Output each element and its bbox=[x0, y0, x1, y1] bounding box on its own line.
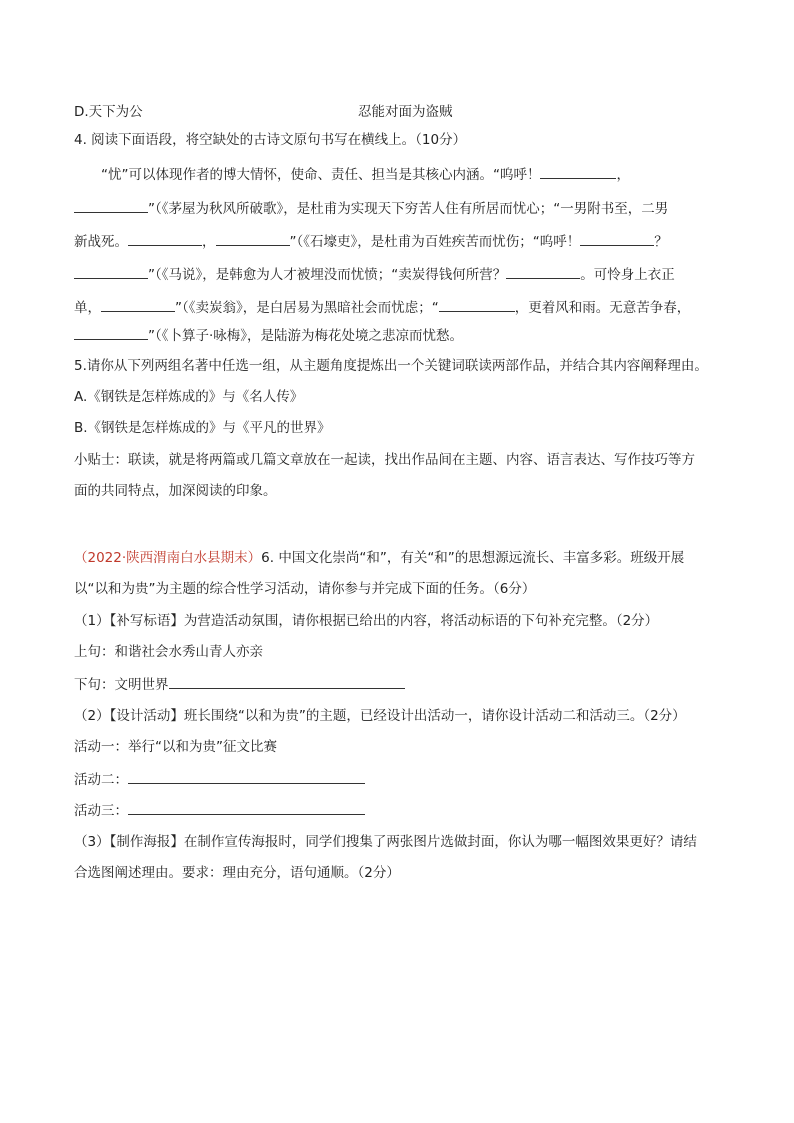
q6-task2: （2）【设计活动】班长围绕“以和为贵”的主题，已经设计出活动一，请你设计活动二和活动三。（2分） bbox=[74, 708, 686, 724]
q4-text: 新战死。 bbox=[74, 234, 128, 250]
q6-task1: （1）【补写标语】为营造活动氛围，请你根据已给出的内容，将活动标语的下句补充完整。（2分） bbox=[74, 613, 659, 629]
answer-blank[interactable] bbox=[101, 297, 175, 312]
q4-text: 单， bbox=[74, 300, 101, 316]
q4-text: ”（《卜算子·咏梅》，是陆游为梅花处境之悲凉而忧愁。 bbox=[148, 328, 464, 344]
q5-option-b: B.《钢铁是怎样炼成的》与《平凡的世界》 bbox=[74, 420, 331, 436]
answer-blank[interactable] bbox=[216, 231, 290, 246]
q4-text: ，更着风和雨。无意苦争春， bbox=[514, 300, 691, 316]
q6-lower-line bbox=[74, 674, 405, 695]
option-d-label: D.天下为公 bbox=[74, 104, 143, 120]
q4-text: ”（《马说》，是韩愈为人才被埋没而忧愤；“卖炭得钱何所营？ bbox=[148, 267, 507, 283]
q4-text: ， bbox=[616, 167, 630, 183]
q4-line5 bbox=[74, 297, 690, 318]
q6-activity3-label: 活动三： bbox=[74, 803, 128, 819]
q4-text: ”（《石壕吏》，是杜甫为百姓疾苦而忧伤；“呜呼！ bbox=[289, 234, 581, 250]
q6-lower-label: 下句：文明世界 bbox=[74, 677, 169, 693]
q5-tip-line1: 小贴士：联读，就是将两篇或几篇文章放在一起读，找出作品间在主题、内容、语言表达、写作技巧等方 bbox=[74, 452, 695, 468]
answer-blank[interactable] bbox=[74, 325, 148, 340]
answer-blank[interactable] bbox=[74, 198, 148, 213]
q4-text: “忧”可以体现作者的博大情怀，使命、责任、担当是其核心内涵。“呜呼！ bbox=[101, 167, 541, 183]
q6-stem: 6. 中国文化崇尚“和”，有关“和”的思想源远流长、丰富多彩。班级开展 bbox=[261, 550, 685, 566]
q4-text: ， bbox=[202, 234, 216, 250]
q6-source: （2022·陕西渭南白水县期末） bbox=[74, 550, 262, 566]
answer-blank[interactable] bbox=[439, 297, 515, 312]
q4-line3 bbox=[74, 231, 668, 252]
q6-activity2-label: 活动二： bbox=[74, 772, 128, 788]
q5-stem: 5.请你从下列两组名著中任选一组，从主题角度提炼出一个关键词联读两部作品，并结合其内容阐释理由。 bbox=[74, 358, 708, 374]
q6-task3-line1: （3）【制作海报】在制作宣传海报时，同学们搜集了两张图片选做封面，你认为哪一幅图效果更好？请结 bbox=[74, 834, 697, 850]
answer-blank[interactable] bbox=[74, 264, 148, 279]
q4-stem: 4. 阅读下面语段，将空缺处的古诗文原句书写在横线上。（10分） bbox=[74, 132, 467, 148]
q4-text: ”（《茅屋为秋风所破歌》，是杜甫为实现天下穷苦人住有所居而忧心；“一男附书至，二男 bbox=[148, 201, 669, 217]
q5-tip-line2: 面的共同特点，加深阅读的印象。 bbox=[74, 483, 277, 499]
answer-line[interactable] bbox=[169, 674, 405, 689]
answer-blank[interactable] bbox=[580, 231, 654, 246]
q6-stem-line2: 以“以和为贵”为主题的综合性学习活动，请你参与并完成下面的任务。（6分） bbox=[74, 581, 536, 597]
q4-line6 bbox=[74, 325, 463, 346]
q4-text: ”（《卖炭翁》，是白居易为黑暗社会而忧虑；“ bbox=[175, 300, 439, 316]
answer-blank[interactable] bbox=[540, 164, 616, 179]
q6-stem-line1 bbox=[74, 548, 684, 568]
q4-line4 bbox=[74, 264, 675, 285]
q5-option-a: A.《钢铁是怎样炼成的》与《名人传》 bbox=[74, 389, 304, 405]
q6-activity2 bbox=[74, 769, 365, 790]
answer-blank[interactable] bbox=[506, 264, 580, 279]
q6-activity1: 活动一：举行“以和为贵”征文比赛 bbox=[74, 739, 277, 755]
q4-line1 bbox=[101, 164, 630, 185]
answer-blank[interactable] bbox=[128, 231, 202, 246]
q4-text: ？ bbox=[654, 234, 668, 250]
q6-task3-line2: 合选图阐述理由。要求：理由充分，语句通顺。（2分） bbox=[74, 865, 400, 881]
q4-line2 bbox=[74, 198, 668, 219]
answer-line[interactable] bbox=[128, 800, 365, 815]
q6-upper-line: 上句：和谐社会水秀山青人亦亲 bbox=[74, 644, 263, 660]
answer-line[interactable] bbox=[128, 769, 365, 784]
option-d-pair: 忍能对面为盗贼 bbox=[358, 104, 453, 120]
q6-activity3 bbox=[74, 800, 365, 821]
q4-text: 。可怜身上衣正 bbox=[580, 267, 675, 283]
